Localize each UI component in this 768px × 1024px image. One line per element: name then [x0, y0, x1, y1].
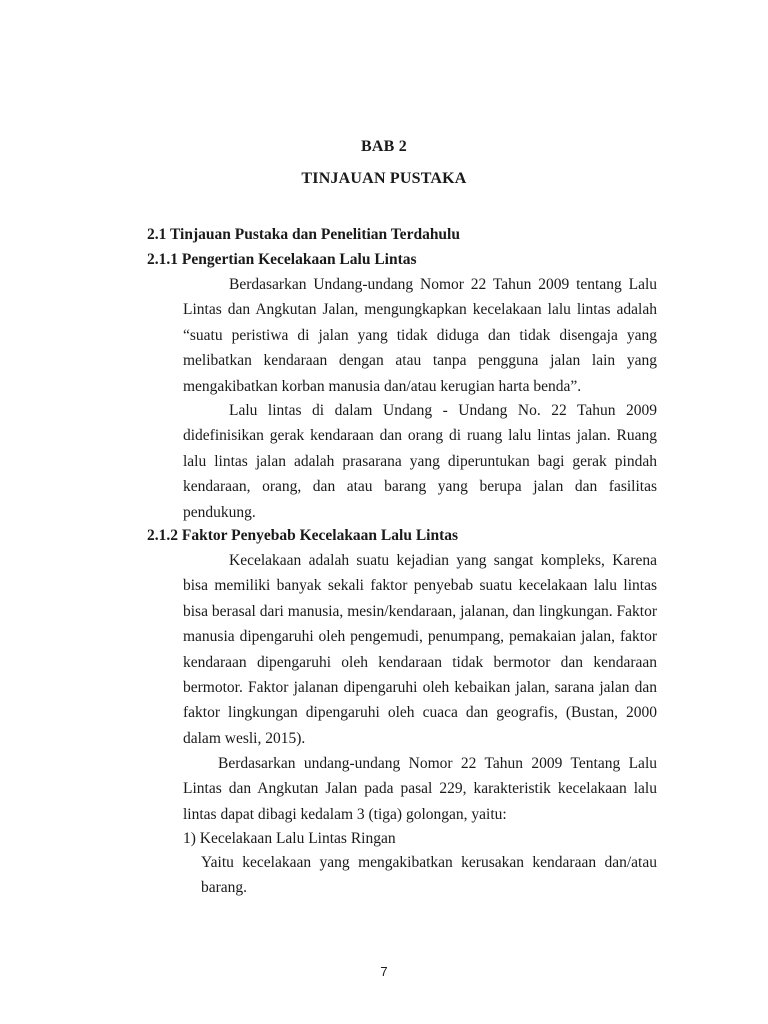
section-heading-2-1-1: 2.1.1 Pengertian Kecelakaan Lalu Lintas [147, 251, 417, 268]
page-number: 7 [380, 964, 388, 979]
section-heading-2-1-2: 2.1.2 Faktor Penyebab Kecelakaan Lalu Lintas [147, 527, 459, 544]
chapter-title: TINJAUAN PUSTAKA [301, 170, 467, 187]
list-item-1-description: Yaitu kecelakaan yang mengakibatkan kerusakan kendaraan dan/atau barang. [201, 854, 657, 897]
paragraph-definition-law: Berdasarkan Undang-undang Nomor 22 Tahun 2009 tentang Lalu Lintas dan Angkutan Jalan, mengungkapkan kecelakaan lalu lintas adalah “suatu peristiwa di jalan yang tidak diduga dan tidak disengaja yang melibatkan kendaraan dengan atau tanpa pengguna jalan lain yang mengakibatkan korban manusia dan/atau kerugian harta benda”. [183, 276, 657, 395]
paragraph-causes: Kecelakaan adalah suatu kejadian yang sangat kompleks, Karena bisa memiliki banyak sekali faktor penyebab suatu kecelakaan lalu lintas bisa berasal dari manusia, mesin/kendaraan, jalanan, dan lingkungan. Faktor manusia dipengaruhi oleh pengemudi, penumpang, pemakaian jalan, faktor kendaraan dipengaruhi oleh kendaraan tidak bermotor dan kendaraan bermotor. Faktor jalanan dipengaruhi oleh kebaikan jalan, sarana jalan dan faktor lingkungan dipengaruhi oleh cuaca dan geografis, (Bustan, 2000 dalam wesli, 2015). [183, 552, 657, 747]
paragraph-classification: Berdasarkan undang-undang Nomor 22 Tahun 2009 Tentang Lalu Lintas dan Angkutan Jalan pada pasal 229, karakteristik kecelakaan lalu lintas dapat dibagi kedalam 3 (tiga) golongan, yaitu: [183, 755, 657, 823]
section-heading-2-1: 2.1 Tinjauan Pustaka dan Penelitian Terdahulu [147, 226, 460, 243]
paragraph-definition-traffic: Lalu lintas di dalam Undang - Undang No. 22 Tahun 2009 didefinisikan gerak kendaraan dan orang di ruang lalu lintas jalan. Ruang lalu lintas jalan adalah prasarana yang diperuntukan bagi gerak pindah kendaraan, orang, dan atau barang yang berupa jalan dan fasilitas pendukung. [183, 402, 657, 521]
chapter-number: BAB 2 [361, 138, 407, 155]
list-item-1: 1) Kecelakaan Lalu Lintas Ringan [183, 830, 396, 847]
